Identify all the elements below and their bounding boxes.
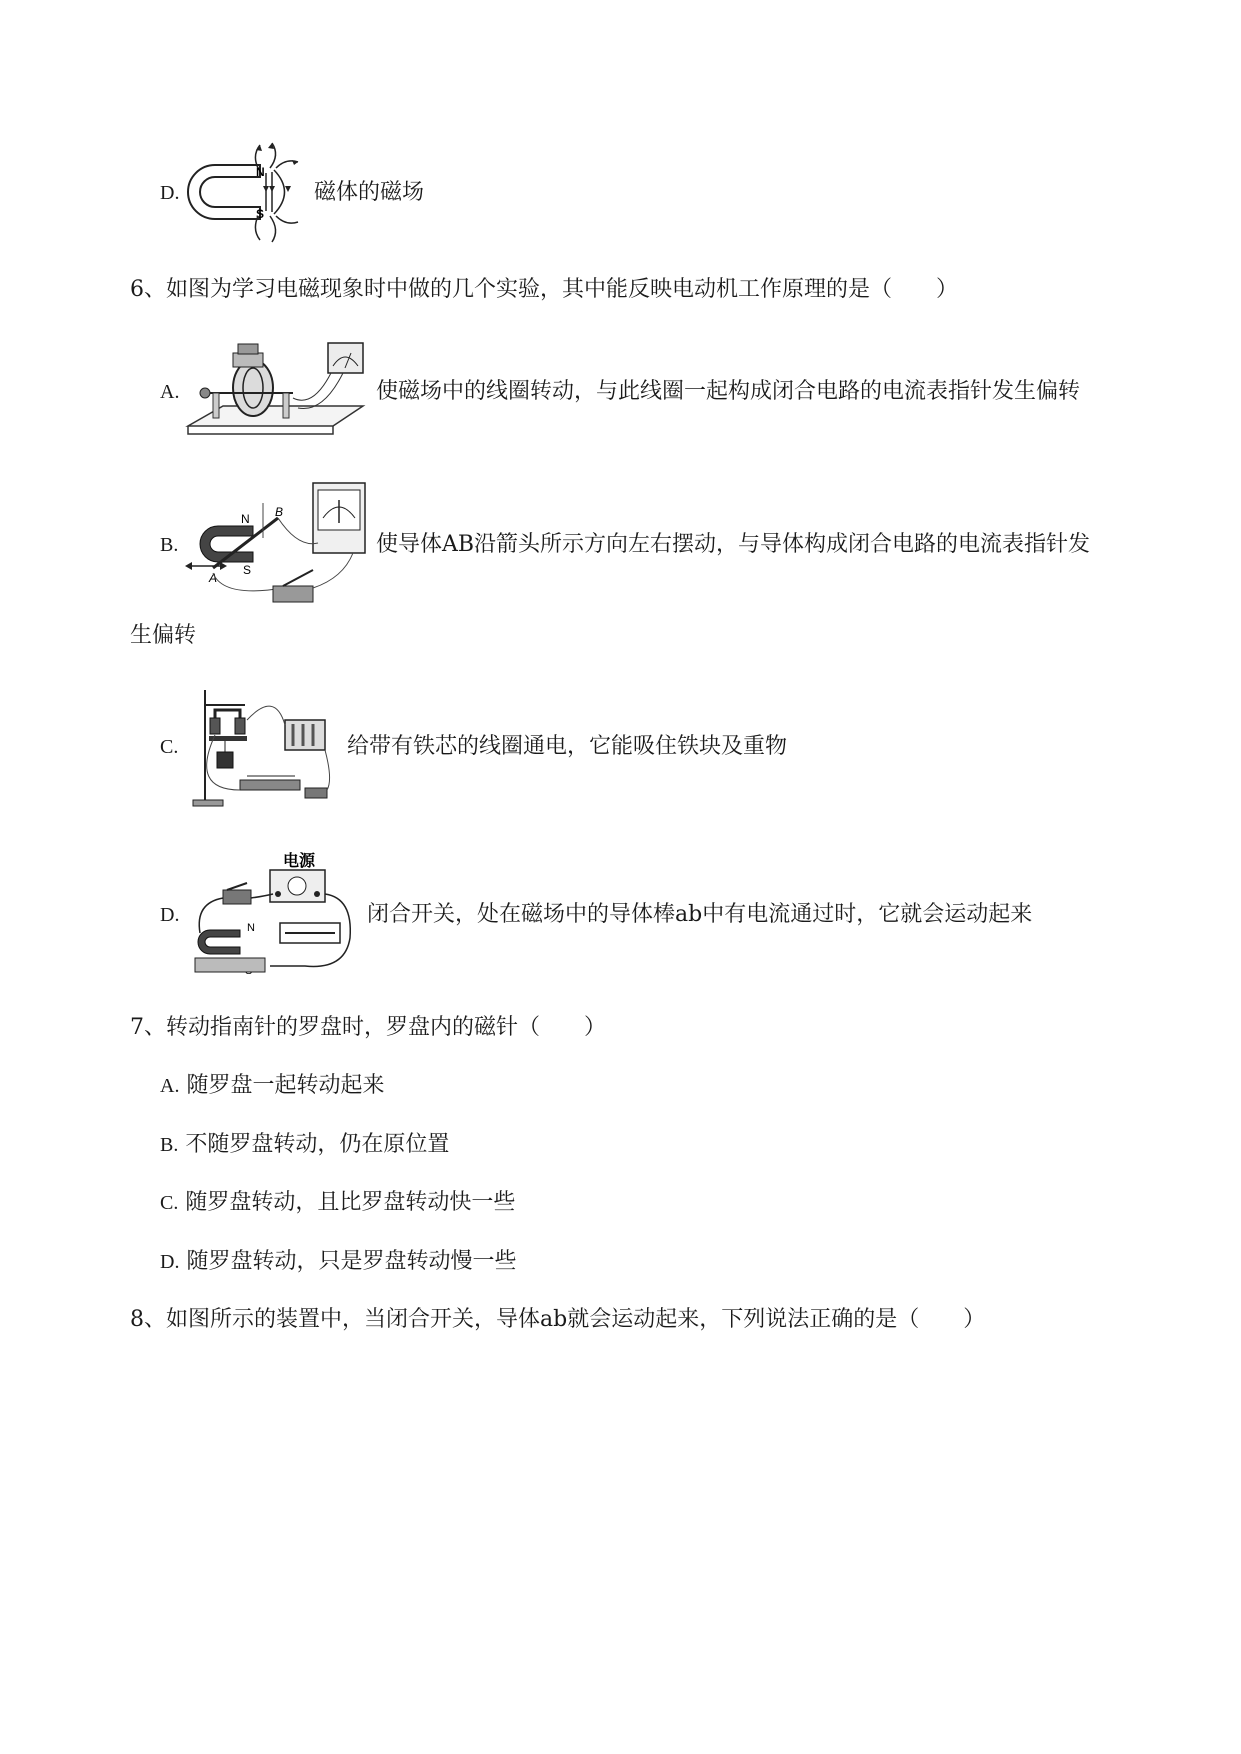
q7-stem: 7、转动指南针的罗盘时，罗盘内的磁针（ ） [130,1015,606,1040]
svg-text:A: A [209,571,218,585]
option-text: 随罗盘转动，且比罗盘转动快一些 [185,1190,516,1215]
option-text: 不随罗盘转动，仍在原位置 [185,1132,450,1157]
q6-option-b-letter [160,530,178,560]
q6-option-a-text: 使磁场中的线圈转动，与此线圈一起构成闭合电路的电流表指针发生偏转 [376,379,1081,404]
option-letter: D. [160,1251,180,1273]
svg-text:电源: 电源 [283,853,316,870]
q7-option-b [160,1130,449,1160]
option-text: 随罗盘转动，只是罗盘转动慢一些 [186,1249,517,1274]
q7-option-c [160,1188,515,1218]
magnet-field-figure [180,140,305,245]
svg-text:N: N [247,922,255,934]
option-letter: D. [160,182,180,204]
q6-option-b-text: 使导体AB沿箭头所示方向左右摆动，与导体构成闭合电路的电流表指针发 [376,532,1091,557]
option-letter: B. [160,1134,179,1156]
induction-figure [183,478,373,608]
q7-option-d [160,1247,516,1277]
q6-option-d-letter [160,900,179,930]
option-text: 随罗盘一起转动起来 [186,1073,385,1098]
option-letter: C. [160,736,179,758]
option-letter: C. [160,1192,179,1214]
q7-option-a [160,1071,384,1101]
q8-stem: 8、如图所示的装置中，当闭合开关，导体ab就会运动起来，下列说法正确的是（ ） [130,1307,986,1332]
q6-option-d-text: 闭合开关，处在磁场中的导体棒ab中有电流通过时，它就会运动起来 [367,902,1033,927]
svg-text:N: N [241,512,250,526]
q6-option-a-letter [160,377,179,407]
svg-text:B: B [275,505,284,519]
svg-text:S: S [256,207,265,221]
q6-stem: 6、如图为学习电磁现象时中做的几个实验，其中能反映电动机工作原理的是（ ） [130,277,958,302]
option-letter: A. [160,381,180,403]
generator-figure [183,338,368,438]
q6-option-b-text-cont: 生偏转 [130,623,197,648]
q5-option-d [160,178,179,208]
svg-text:S: S [243,563,252,577]
q6-option-c-text: 给带有铁芯的线圈通电，它能吸住铁块及重物 [347,734,788,759]
option-letter: D. [160,904,180,926]
q5-option-d-text: 磁体的磁场 [314,180,425,205]
svg-text:N: N [256,165,265,179]
option-letter: B. [160,534,179,556]
motor-principle-figure [185,848,357,978]
q6-option-c-letter [160,732,178,762]
option-letter: A. [160,1075,180,1097]
electromagnet-figure [185,680,335,815]
